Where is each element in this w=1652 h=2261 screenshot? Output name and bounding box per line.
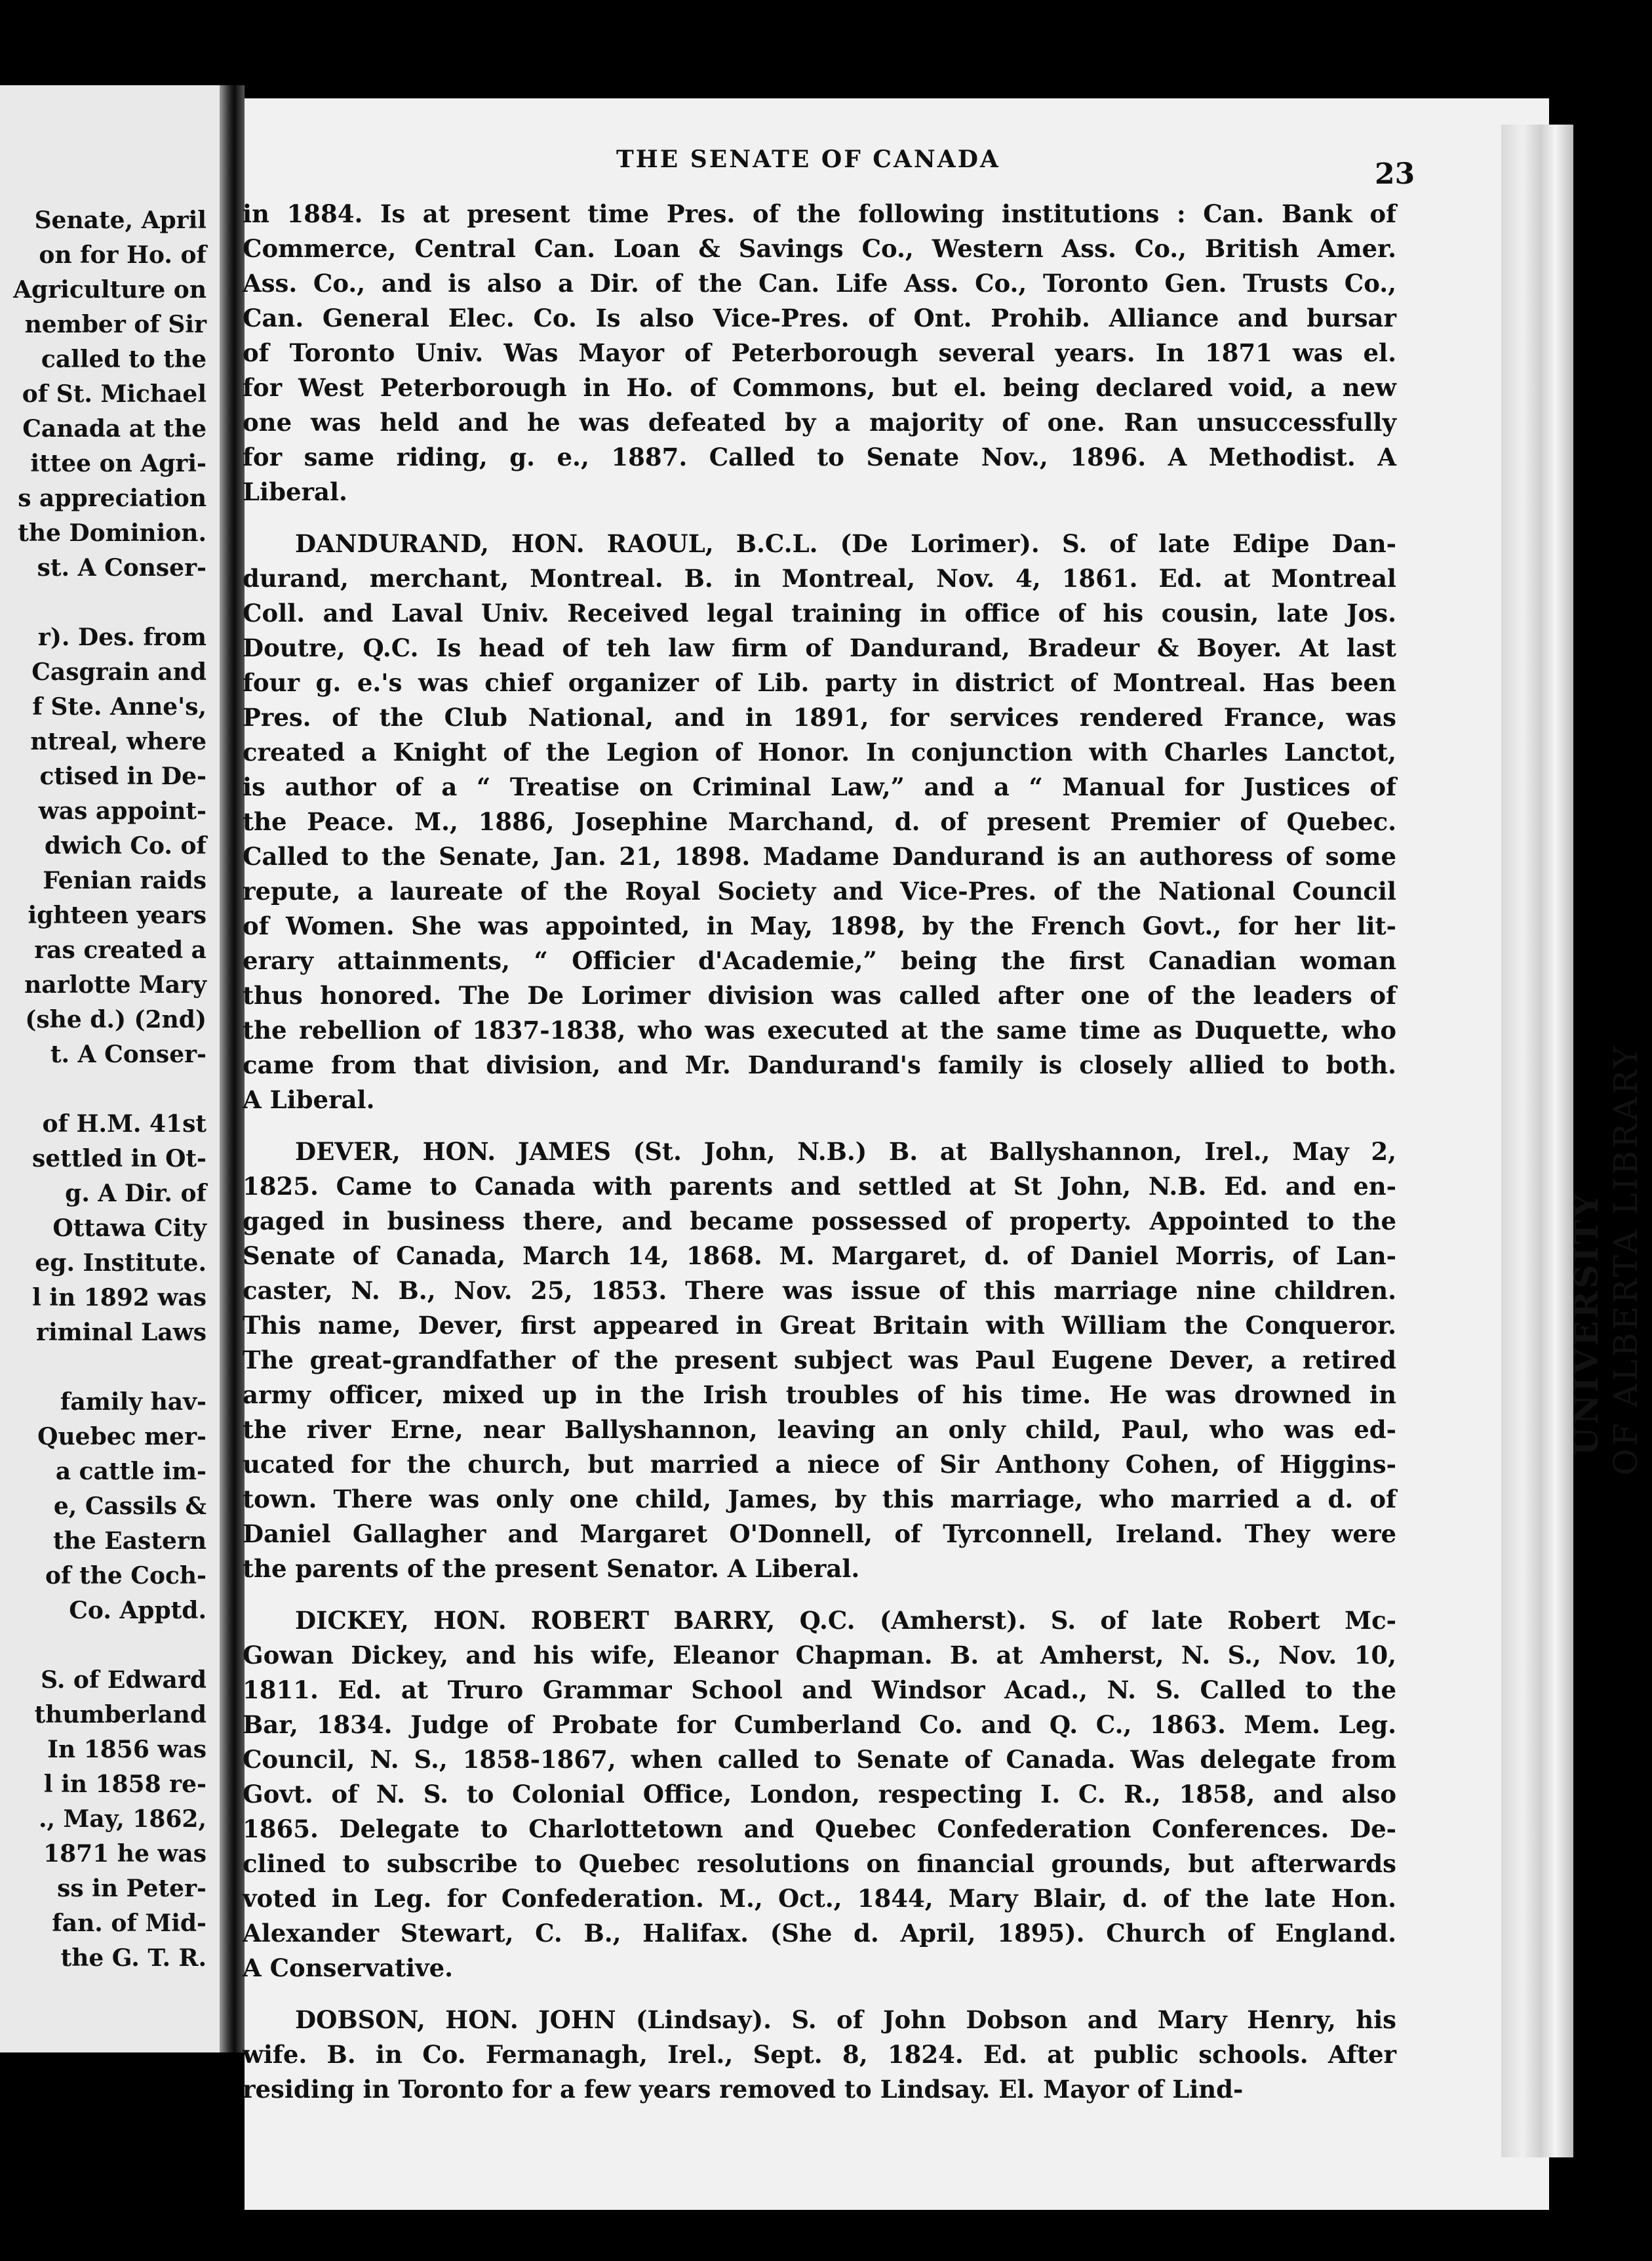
text-line: erary attainments, “ Officier d'Academie,” being the first Canadian woman bbox=[243, 946, 1396, 975]
left-page-line bbox=[0, 1628, 206, 1663]
left-page-line: s appreciation bbox=[18, 485, 206, 512]
left-page-line: of the Coch- bbox=[45, 1562, 206, 1590]
text-line: the river Erne, near Ballyshannon, leaving an only child, Paul, who was ed- bbox=[243, 1415, 1396, 1444]
text-line: residing in Toronto for a few years removed to Lindsay. El. Mayor of Lind- bbox=[243, 2075, 1244, 2104]
left-page-line bbox=[0, 586, 206, 620]
text-line: the Peace. M., 1886, Josephine Marchand, d. of present Premier of Quebec. bbox=[243, 807, 1396, 836]
text-line: DEVER, HON. JAMES (St. John, N.B.) B. at Ballyshannon, Irel., May 2, bbox=[295, 1137, 1396, 1166]
biography-entry bbox=[243, 527, 1396, 1117]
left-page-line: was appoint- bbox=[38, 797, 206, 825]
left-page-line: thumberland bbox=[34, 1701, 206, 1729]
left-page-line: family hav- bbox=[60, 1388, 206, 1416]
left-page-line: Casgrain and bbox=[31, 658, 206, 686]
left-page-line: of H.M. 41st bbox=[42, 1110, 206, 1138]
text-line: repute, a laureate of the Royal Society and Vice-Pres. of the National Council bbox=[243, 877, 1396, 906]
left-page-line: dwich Co. of bbox=[44, 832, 206, 860]
text-line: Alexander Stewart, C. B., Halifax. (She d. April, 1895). Church of England. bbox=[243, 1919, 1396, 1948]
left-page-line: nember of Sir bbox=[24, 311, 206, 338]
left-page-line: f Ste. Anne's, bbox=[32, 693, 206, 721]
text-line: the rebellion of 1837-1838, who was executed at the same time as Duquette, who bbox=[243, 1016, 1396, 1045]
left-page-line: e, Cassils & bbox=[53, 1492, 206, 1520]
text-line: gaged in business there, and became possessed of property. Appointed to the bbox=[243, 1207, 1396, 1235]
text-line: for West Peterborough in Ho. of Commons, but el. being declared void, a new bbox=[243, 373, 1396, 402]
text-line: for same riding, g. e., 1887. Called to Senate Nov., 1896. A Methodist. A bbox=[243, 443, 1396, 471]
library-stamp bbox=[1468, 951, 1645, 1475]
left-page-line: st. A Conser- bbox=[37, 554, 206, 582]
left-page-line: Agriculture on bbox=[13, 276, 206, 304]
text-line: came from that division, and Mr. Dandurand's family is closely allied to both. bbox=[243, 1050, 1396, 1079]
text-line: Bar, 1834. Judge of Probate for Cumberland Co. and Q. C., 1863. Mem. Leg. bbox=[243, 1710, 1396, 1739]
left-page-line: g. A Dir. of bbox=[65, 1180, 206, 1207]
text-line: Pres. of the Club National, and in 1891, for services rendered France, was bbox=[243, 703, 1396, 732]
stamp-line-library: OF ALBERTA LIBRARY bbox=[1607, 1043, 1645, 1475]
left-page-line: 1871 he was bbox=[43, 1840, 206, 1868]
text-line: A Conservative. bbox=[243, 1953, 454, 1982]
left-page-line: t. A Conser- bbox=[50, 1041, 206, 1068]
text-line: 1811. Ed. at Truro Grammar School and Windsor Acad., N. S. Called to the bbox=[243, 1675, 1396, 1704]
text-line: This name, Dever, first appeared in Great Britain with William the Conqueror. bbox=[243, 1311, 1396, 1340]
left-page-text-column bbox=[0, 203, 206, 1976]
text-line: voted in Leg. for Confederation. M., Oct., 1844, Mary Blair, d. of the late Hon. bbox=[243, 1884, 1396, 1913]
text-line: army officer, mixed up in the Irish troubles of his time. He was drowned in bbox=[243, 1380, 1396, 1409]
left-page-line: the G. T. R. bbox=[60, 1944, 206, 1972]
text-line: one was held and he was defeated by a majority of one. Ran unsuccessfully bbox=[243, 408, 1396, 437]
text-line: Ass. Co., and is also a Dir. of the Can. Life Ass. Co., Toronto Gen. Trusts Co., bbox=[243, 269, 1396, 298]
left-page-line: Senate, April bbox=[34, 207, 206, 234]
left-page-line: settled in Ot- bbox=[31, 1145, 206, 1172]
left-page-line: fan. of Mid- bbox=[52, 1910, 206, 1937]
left-page-line: ittee on Agri- bbox=[30, 450, 206, 477]
left-page-line: In 1856 was bbox=[47, 1736, 206, 1763]
text-line: DANDURAND, HON. RAOUL, B.C.L. (De Lorimer). S. of late Edipe Dan- bbox=[295, 529, 1396, 558]
left-page-line: narlotte Mary bbox=[24, 971, 206, 999]
left-page-line: l in 1892 was bbox=[32, 1284, 206, 1311]
left-page-line: called to the bbox=[41, 346, 206, 373]
left-page-line: Ottawa City bbox=[52, 1214, 206, 1242]
text-line: A Liberal. bbox=[243, 1085, 375, 1114]
text-line: four g. e.'s was chief organizer of Lib. party in district of Montreal. Has been bbox=[243, 668, 1396, 697]
text-line: DICKEY, HON. ROBERT BARRY, Q.C. (Amherst). S. of late Robert Mc- bbox=[295, 1606, 1396, 1635]
biography-entry bbox=[243, 1134, 1396, 1586]
page-body bbox=[243, 197, 1396, 2124]
left-page-line: Co. Apptd. bbox=[69, 1597, 206, 1624]
text-line: thus honored. The De Lorimer division was called after one of the leaders of bbox=[243, 981, 1396, 1010]
left-page-line: ss in Peter- bbox=[57, 1875, 206, 1902]
biography-entry bbox=[243, 1603, 1396, 1986]
left-page-line: ., May, 1862, bbox=[38, 1805, 206, 1833]
left-page-line: Quebec mer- bbox=[37, 1423, 206, 1451]
text-line: The great-grandfather of the present subject was Paul Eugene Dever, a retired bbox=[243, 1346, 1396, 1374]
text-line: Daniel Gallagher and Margaret O'Donnell, of Tyrconnell, Ireland. They were bbox=[243, 1519, 1396, 1548]
text-line: of Women. She was appointed, in May, 1898, by the French Govt., for her lit- bbox=[243, 911, 1396, 940]
text-line: Govt. of N. S. to Colonial Office, London, respecting I. C. R., 1858, and also bbox=[243, 1780, 1396, 1809]
left-page-line: on for Ho. of bbox=[39, 241, 206, 269]
left-page-line: ighteen years bbox=[28, 902, 206, 929]
text-line: DOBSON, HON. JOHN (Lindsay). S. of John Dobson and Mary Henry, his bbox=[295, 2005, 1396, 2034]
left-page-line: ras created a bbox=[34, 936, 206, 964]
left-page-line bbox=[0, 1072, 206, 1107]
left-page-line: of St. Michael bbox=[22, 380, 206, 408]
text-line: clined to subscribe to Quebec resolutions on financial grounds, but afterwards bbox=[243, 1849, 1396, 1878]
text-line: 1825. Came to Canada with parents and settled at St John, N.B. Ed. and en- bbox=[243, 1172, 1396, 1201]
left-page-line: ntreal, where bbox=[30, 728, 206, 755]
text-line: wife. B. in Co. Fermanagh, Irel., Sept. 8, 1824. Ed. at public schools. After bbox=[243, 2040, 1396, 2069]
text-line: ucated for the church, but married a niece of Sir Anthony Cohen, of Higgins- bbox=[243, 1450, 1396, 1479]
text-line: the parents of the present Senator. A Liberal. bbox=[243, 1554, 860, 1583]
left-page-line: r). Des. from bbox=[37, 624, 206, 651]
text-line: Doutre, Q.C. Is head of teh law firm of Dandurand, Bradeur & Boyer. At last bbox=[243, 633, 1396, 662]
left-page-line: a cattle im- bbox=[55, 1458, 206, 1485]
page-number: 23 bbox=[1375, 157, 1415, 191]
biography-entry bbox=[243, 2003, 1396, 2107]
text-line: durand, merchant, Montreal. B. in Montreal, Nov. 4, 1861. Ed. at Montreal bbox=[243, 564, 1396, 593]
left-page-line: riminal Laws bbox=[35, 1319, 206, 1346]
text-line: is author of a “ Treatise on Criminal Law,” and a “ Manual for Justices of bbox=[243, 772, 1396, 801]
text-line: Commerce, Central Can. Loan & Savings Co., Western Ass. Co., British Amer. bbox=[243, 234, 1396, 263]
text-line: Council, N. S., 1858-1867, when called to Senate of Canada. Was delegate from bbox=[243, 1745, 1396, 1774]
book-gutter bbox=[220, 85, 245, 2052]
text-line: caster, N. B., Nov. 25, 1853. There was issue of this marriage nine children. bbox=[243, 1276, 1396, 1305]
text-line: Coll. and Laval Univ. Received legal training in office of his cousin, late Jos. bbox=[243, 599, 1396, 628]
left-page-line: the Dominion. bbox=[18, 519, 206, 547]
left-page-line: the Eastern bbox=[53, 1527, 206, 1555]
left-page-line: Fenian raids bbox=[43, 867, 206, 894]
left-page-line: (she d.) (2nd) bbox=[25, 1006, 206, 1033]
text-line: Can. General Elec. Co. Is also Vice-Pres. of Ont. Prohib. Alliance and bursar bbox=[243, 304, 1396, 332]
left-facing-page bbox=[0, 85, 220, 2052]
text-line: in 1884. Is at present time Pres. of the following institutions : Can. Bank of bbox=[243, 199, 1396, 228]
left-page-line bbox=[0, 1350, 206, 1385]
text-line: Gowan Dickey, and his wife, Eleanor Chapman. B. at Amherst, N. S., Nov. 10, bbox=[243, 1641, 1396, 1670]
text-line: 1865. Delegate to Charlottetown and Quebec Confederation Conferences. De- bbox=[243, 1814, 1396, 1843]
left-page-line: l in 1858 re- bbox=[43, 1771, 206, 1798]
left-page-line: ctised in De- bbox=[39, 763, 206, 790]
text-line: of Toronto Univ. Was Mayor of Peterborough several years. In 1871 was el. bbox=[243, 338, 1396, 367]
biography-entry bbox=[243, 197, 1396, 510]
text-line: Liberal. bbox=[243, 477, 347, 506]
left-page-line: eg. Institute. bbox=[35, 1249, 206, 1277]
text-line: Called to the Senate, Jan. 21, 1898. Madame Dandurand is an authoress of some bbox=[243, 842, 1396, 871]
left-page-line: S. of Edward bbox=[41, 1666, 206, 1694]
text-line: town. There was only one child, James, by this marriage, who married a d. of bbox=[243, 1485, 1396, 1513]
text-line: created a Knight of the Legion of Honor. In conjunction with Charles Lanctot, bbox=[243, 738, 1396, 767]
running-head: THE SENATE OF CANADA bbox=[616, 146, 1000, 173]
left-page-line: Canada at the bbox=[22, 415, 206, 443]
text-line: Senate of Canada, March 14, 1868. M. Margaret, d. of Daniel Morris, of Lan- bbox=[243, 1241, 1396, 1270]
stamp-line-university: UNIVERSITY bbox=[1567, 1191, 1605, 1456]
